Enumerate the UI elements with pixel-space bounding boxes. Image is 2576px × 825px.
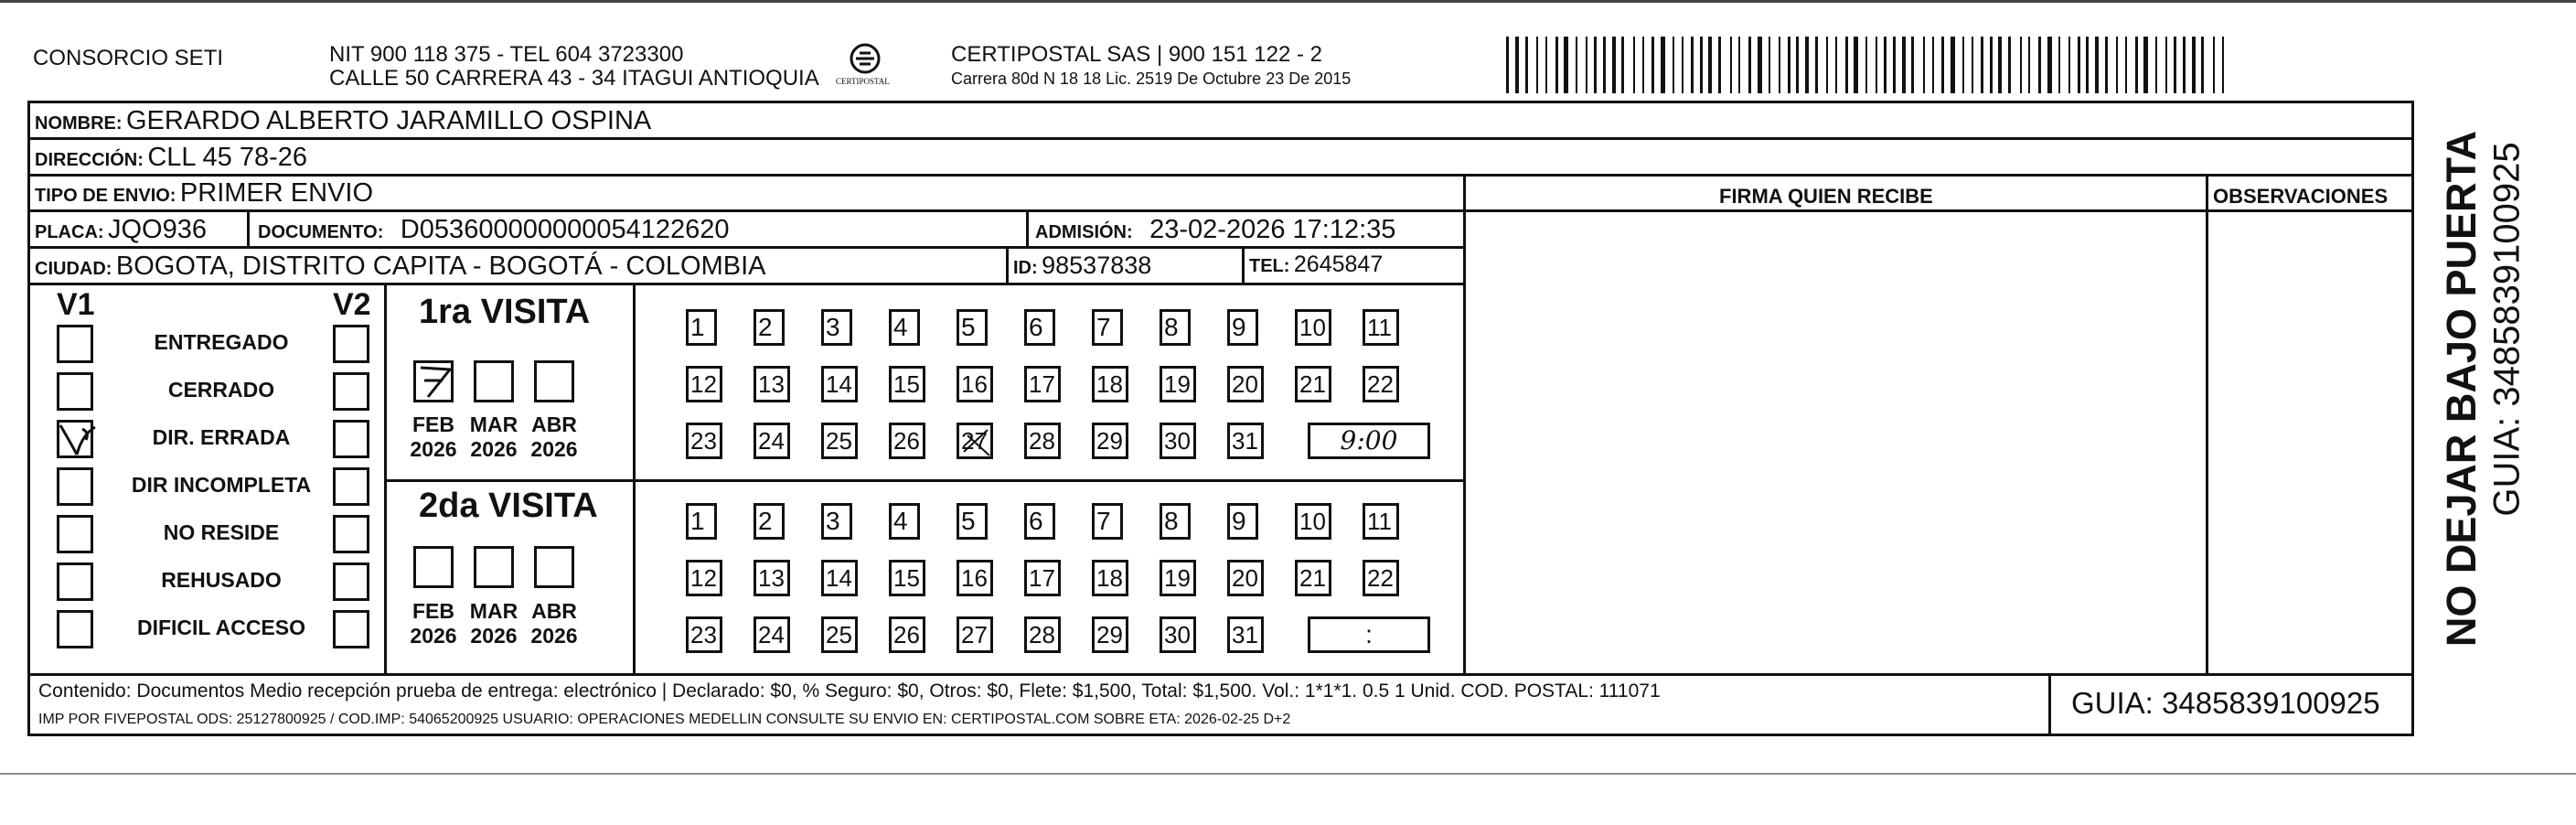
admision-row <box>1035 215 1395 245</box>
status-label: CERRADO <box>167 378 275 402</box>
day-box[interactable]: 10 <box>1295 503 1331 540</box>
barcode-bar <box>1651 37 1654 93</box>
barcode-bar <box>1536 37 1538 93</box>
tel-row <box>1249 252 1383 278</box>
direccion-value: CLL 45 78-26 <box>147 143 308 172</box>
day-box[interactable]: 29 <box>1092 423 1128 459</box>
day-box[interactable]: 12 <box>686 560 722 596</box>
day-box[interactable]: 15 <box>889 366 925 402</box>
barcode-bar <box>1642 37 1644 93</box>
company-name: CONSORCIO SETI <box>33 46 224 70</box>
barcode-bar <box>1826 37 1828 93</box>
barcode-bar <box>1932 37 1934 93</box>
barcode-bar <box>2135 37 2138 93</box>
status-label: REHUSADO <box>161 568 282 592</box>
barcode-bar <box>2116 37 2118 93</box>
day-box[interactable]: 7 <box>1092 309 1123 346</box>
month-name: MAR <box>469 412 518 436</box>
contenido-line: Contenido: Documentos Medio recepción prueba de entrega: electrónico | Declarado: $0, % Seguro: $0, Otros: $0, Flete: $1,500, Total: $1,500. Vol.: 1*1*1. 0.5 1 Unid. COD. POSTAL: 111071 <box>38 680 1661 702</box>
barcode-bar <box>1564 37 1568 93</box>
barcode-bar <box>2201 37 2204 93</box>
day-box[interactable]: 27 <box>957 616 993 653</box>
day-box[interactable]: 6 <box>1024 309 1055 346</box>
day-box[interactable]: 13 <box>754 366 790 402</box>
documento-value: D053600000000054122620 <box>400 215 730 244</box>
month-year: 2026 <box>410 437 457 461</box>
day-box[interactable]: 11 <box>1363 309 1399 346</box>
barcode-bar <box>2213 37 2215 93</box>
v2-checkbox[interactable] <box>333 420 369 458</box>
month-name: FEB <box>412 599 454 623</box>
day-box[interactable]: 19 <box>1160 366 1196 402</box>
barcode-bar <box>1673 37 1674 93</box>
month-year: 2026 <box>410 624 457 648</box>
month-label <box>466 412 521 462</box>
ciudad-label: CIUDAD: <box>35 259 112 279</box>
barcode-bar <box>1525 37 1528 93</box>
barcode-bar <box>1865 37 1867 93</box>
month-checkbox[interactable] <box>413 546 454 588</box>
barcode-bar <box>1990 37 1993 93</box>
status-label: DIFICIL ACCESO <box>136 616 305 639</box>
day-box[interactable]: 26 <box>889 423 925 459</box>
day-box[interactable]: 26 <box>889 616 925 653</box>
placa-row <box>35 215 207 245</box>
barcode-bar <box>1691 37 1694 93</box>
nombre-value: GERARDO ALBERTO JARAMILLO OSPINA <box>126 106 652 135</box>
day-box[interactable]: 28 <box>1024 423 1061 459</box>
nit-line: NIT 900 118 375 - TEL 604 3723300 <box>329 42 684 67</box>
day-box[interactable]: 2 <box>754 309 785 346</box>
day-box[interactable]: 23 <box>686 616 722 653</box>
barcode-bar <box>2125 37 2127 93</box>
placa-value: JQO936 <box>108 215 207 244</box>
day-box[interactable]: 29 <box>1092 616 1128 653</box>
day-box[interactable]: 25 <box>821 423 858 459</box>
visit-time-box[interactable] <box>1308 616 1430 653</box>
admision-label: ADMISIÓN: <box>1035 222 1133 242</box>
imp-line: IMP POR FIVEPOSTAL ODS: 25127800925 / COD.IMP: 54065200925 USUARIO: OPERACIONES MEDELLIN CONSULTE SU ENVIO EN: CERTIPOSTAL.COM SOBRE ETA: 2026-02-25 D+2 <box>38 712 1291 727</box>
barcode-bar <box>1633 37 1635 93</box>
day-box[interactable]: 4 <box>889 503 920 540</box>
admision-value: 23-02-2026 17:12:35 <box>1149 215 1396 244</box>
barcode-bar <box>1576 37 1577 93</box>
v2-label: V2 <box>333 287 371 322</box>
barcode-bar <box>2068 37 2070 93</box>
barcode-bar <box>2165 37 2167 93</box>
day-box[interactable]: 28 <box>1024 616 1061 653</box>
month-year: 2026 <box>530 624 578 648</box>
handwritten-check-mark <box>55 416 101 466</box>
id-row <box>1013 252 1151 280</box>
barcode-bar <box>1708 37 1712 93</box>
id-value: 98537838 <box>1042 252 1152 279</box>
status-label: DIR INCOMPLETA <box>131 473 312 497</box>
barcode-bar <box>1962 37 1964 93</box>
v2-checkbox[interactable] <box>333 610 369 648</box>
barcode-bar <box>1515 37 1519 93</box>
day-box[interactable]: 8 <box>1160 503 1191 540</box>
barcode-bar <box>1506 37 1509 93</box>
visit-time-value: : <box>1365 620 1373 648</box>
direccion-row <box>35 143 307 173</box>
barcode-bar <box>1911 37 1914 93</box>
month-label <box>527 412 582 462</box>
handwritten-month-mark <box>415 360 457 407</box>
v1-checkbox[interactable] <box>57 610 93 648</box>
day-box[interactable]: 20 <box>1227 560 1264 596</box>
barcode-bar <box>2078 37 2080 93</box>
status-label: ENTREGADO <box>154 330 289 354</box>
v1-checkbox[interactable] <box>57 562 93 601</box>
barcode-bar <box>1661 37 1665 93</box>
month-year: 2026 <box>530 437 578 461</box>
barcode-bar <box>1603 37 1606 93</box>
barcode-bar <box>1758 37 1762 93</box>
barcode-bar <box>1621 37 1624 93</box>
handwritten-day-mark <box>960 424 997 466</box>
day-box[interactable]: 24 <box>754 616 790 653</box>
month-name: ABR <box>531 599 577 623</box>
barcode-bar <box>2174 37 2176 93</box>
day-box[interactable]: 12 <box>686 366 722 402</box>
barcode-bar <box>1815 37 1818 93</box>
day-box[interactable]: 7 <box>1092 503 1123 540</box>
barcode-bar <box>2028 37 2030 93</box>
barcode-bar <box>1902 37 1906 93</box>
barcode-bar <box>1805 37 1809 93</box>
month-name: ABR <box>531 412 577 436</box>
month-checkbox[interactable] <box>534 360 574 402</box>
tipo-row <box>35 178 373 209</box>
barcode-bar <box>2047 37 2052 93</box>
barcode-bar <box>2105 37 2108 93</box>
day-box[interactable]: 3 <box>821 503 852 540</box>
day-box[interactable]: 17 <box>1024 366 1061 402</box>
day-box[interactable]: 9 <box>1227 503 1258 540</box>
day-box[interactable]: 1 <box>686 503 717 540</box>
day-box[interactable]: 10 <box>1295 309 1331 346</box>
barcode-bar <box>1788 37 1790 93</box>
barcode-bar <box>2058 37 2060 93</box>
ciudad-row <box>35 252 765 282</box>
day-box[interactable]: 9 <box>1227 309 1258 346</box>
barcode-bar <box>1779 37 1780 93</box>
v1-checkbox[interactable] <box>57 325 93 363</box>
barcode-bar <box>1893 37 1896 93</box>
day-box[interactable]: 19 <box>1160 560 1196 596</box>
day-box[interactable]: 15 <box>889 560 925 596</box>
visit-time-value: 9:00 <box>1340 425 1398 455</box>
barcode-bar <box>1738 37 1740 93</box>
day-box[interactable]: 2 <box>754 503 785 540</box>
day-box[interactable]: 21 <box>1295 366 1331 402</box>
documento-row <box>258 215 730 245</box>
day-box[interactable]: 16 <box>957 560 993 596</box>
placa-label: PLACA: <box>35 222 104 242</box>
barcode-bar <box>1876 37 1877 93</box>
day-box[interactable]: 30 <box>1160 423 1196 459</box>
barcode-bar <box>1700 37 1703 93</box>
tipo-value: PRIMER ENVIO <box>179 178 374 208</box>
certipostal-line: CERTIPOSTAL SAS | 900 151 122 - 2 <box>951 42 1322 67</box>
v1-checkbox[interactable] <box>57 515 93 553</box>
day-box[interactable]: 18 <box>1092 560 1128 596</box>
tel-value: 2645847 <box>1293 252 1384 277</box>
day-box[interactable]: 27 <box>957 423 993 459</box>
month-checkbox[interactable] <box>474 546 514 588</box>
day-box[interactable]: 24 <box>754 423 790 459</box>
first-visit-title: 1ra VISITA <box>419 293 591 331</box>
direccion-label: DIRECCIÓN: <box>35 150 144 170</box>
month-name: MAR <box>469 599 518 623</box>
v2-checkbox[interactable] <box>333 325 369 363</box>
barcode-bar <box>1835 37 1837 93</box>
day-box[interactable]: 23 <box>686 423 722 459</box>
day-box[interactable]: 11 <box>1363 503 1399 540</box>
visit-time-box[interactable] <box>1308 423 1430 459</box>
nombre-label: NOMBRE: <box>35 113 123 134</box>
month-year: 2026 <box>470 437 518 461</box>
barcode-bar <box>1941 37 1944 93</box>
v2-checkbox[interactable] <box>333 515 369 553</box>
tipo-label: TIPO DE ENVIO: <box>35 186 176 206</box>
day-box[interactable]: 20 <box>1227 366 1264 402</box>
month-checkbox[interactable] <box>474 360 514 402</box>
month-checkbox[interactable] <box>534 546 574 588</box>
day-box[interactable]: 22 <box>1363 560 1399 596</box>
barcode-bar <box>1555 37 1558 93</box>
barcode-bar <box>1769 37 1770 93</box>
day-box[interactable]: 17 <box>1024 560 1061 596</box>
day-box[interactable]: 14 <box>821 560 858 596</box>
barcode-bar <box>2155 37 2157 93</box>
day-box[interactable]: 18 <box>1092 366 1128 402</box>
id-label: ID: <box>1013 258 1038 278</box>
v1-checkbox[interactable] <box>57 372 93 411</box>
month-label <box>527 599 582 648</box>
barcode-bar <box>2020 37 2022 93</box>
documento-label: DOCUMENTO: <box>258 222 384 242</box>
scan-edge <box>0 0 2576 3</box>
v1-label: V1 <box>57 287 95 322</box>
barcode-bar <box>1586 37 1587 93</box>
month-label <box>406 412 461 462</box>
day-box[interactable]: 3 <box>821 309 852 346</box>
barcode-bar <box>1884 37 1887 93</box>
license-line: Carrera 80d N 18 18 Lic. 2519 De Octubre 23 De 2015 <box>951 70 1352 88</box>
barcode-bar <box>1845 37 1848 93</box>
barcode-bar <box>1718 37 1721 93</box>
barcode-bar <box>2095 37 2099 93</box>
day-box[interactable]: 25 <box>821 616 858 653</box>
logo-text: CERTIPOSTAL <box>836 77 890 86</box>
barcode-bar <box>1682 37 1683 93</box>
barcode-bar <box>2192 37 2196 93</box>
v2-checkbox[interactable] <box>333 372 369 411</box>
barcode-bar <box>1951 37 1955 93</box>
barcode-bar <box>1545 37 1547 93</box>
v1-checkbox[interactable] <box>57 467 93 506</box>
barcode-bar <box>1923 37 1925 93</box>
second-visit-title: 2da VISITA <box>419 487 598 525</box>
day-box[interactable]: 5 <box>957 309 988 346</box>
barcode-bar <box>2086 37 2089 93</box>
barcode-bar <box>1730 37 1732 93</box>
day-box[interactable]: 14 <box>821 366 858 402</box>
address-line: CALLE 50 CARRERA 43 - 34 ITAGUI ANTIOQUIA <box>329 66 819 91</box>
day-box[interactable]: 8 <box>1160 309 1191 346</box>
barcode-bar <box>2222 37 2224 93</box>
day-box[interactable]: 31 <box>1227 616 1264 653</box>
status-label: DIR. ERRADA <box>152 425 291 449</box>
day-box[interactable]: 21 <box>1295 560 1331 596</box>
ciudad-value: BOGOTA, DISTRITO CAPITA - BOGOTÁ - COLOMBIA <box>115 252 766 281</box>
tel-label: TEL: <box>1249 256 1290 276</box>
day-box[interactable]: 30 <box>1160 616 1196 653</box>
day-box[interactable]: 6 <box>1024 503 1055 540</box>
barcode-bar <box>1748 37 1751 93</box>
v2-checkbox[interactable] <box>333 562 369 601</box>
firma-label: FIRMA QUIEN RECIBE <box>1719 185 1933 208</box>
barcode-bar <box>1594 37 1597 93</box>
barcode-bar <box>1612 37 1616 93</box>
day-box[interactable]: 16 <box>957 366 993 402</box>
barcode-bar <box>1981 37 1983 93</box>
guia-box: GUIA: 3485839100925 <box>2071 686 2380 720</box>
status-label: NO RESIDE <box>163 520 280 544</box>
barcode-bar <box>1854 37 1858 93</box>
month-year: 2026 <box>470 624 518 648</box>
day-box[interactable]: 31 <box>1227 423 1264 459</box>
day-box[interactable]: 4 <box>889 309 920 346</box>
barcode-bar <box>2143 37 2148 93</box>
barcode-bar <box>1972 37 1973 93</box>
barcode-bar <box>1998 37 2002 93</box>
certipostal-logo <box>834 38 896 95</box>
day-box[interactable]: 22 <box>1363 366 1399 402</box>
month-label <box>466 599 521 648</box>
barcode-bar <box>1796 37 1799 93</box>
barcode-bar <box>2183 37 2186 93</box>
nombre-row <box>35 106 651 136</box>
observaciones-label: OBSERVACIONES <box>2213 185 2389 208</box>
barcode-bar <box>2008 37 2011 93</box>
day-box[interactable]: 1 <box>686 309 717 346</box>
side-guia: GUIA: 3485839100925 <box>2486 142 2528 517</box>
no-dejar-warning: NO DEJAR BAJO PUERTA <box>2438 130 2485 648</box>
month-label <box>406 599 461 648</box>
v2-checkbox[interactable] <box>333 467 369 506</box>
barcode-bar <box>2038 37 2041 93</box>
barcode <box>1504 37 2231 93</box>
day-box[interactable]: 13 <box>754 560 790 596</box>
day-box[interactable]: 5 <box>957 503 988 540</box>
month-name: FEB <box>412 412 454 436</box>
